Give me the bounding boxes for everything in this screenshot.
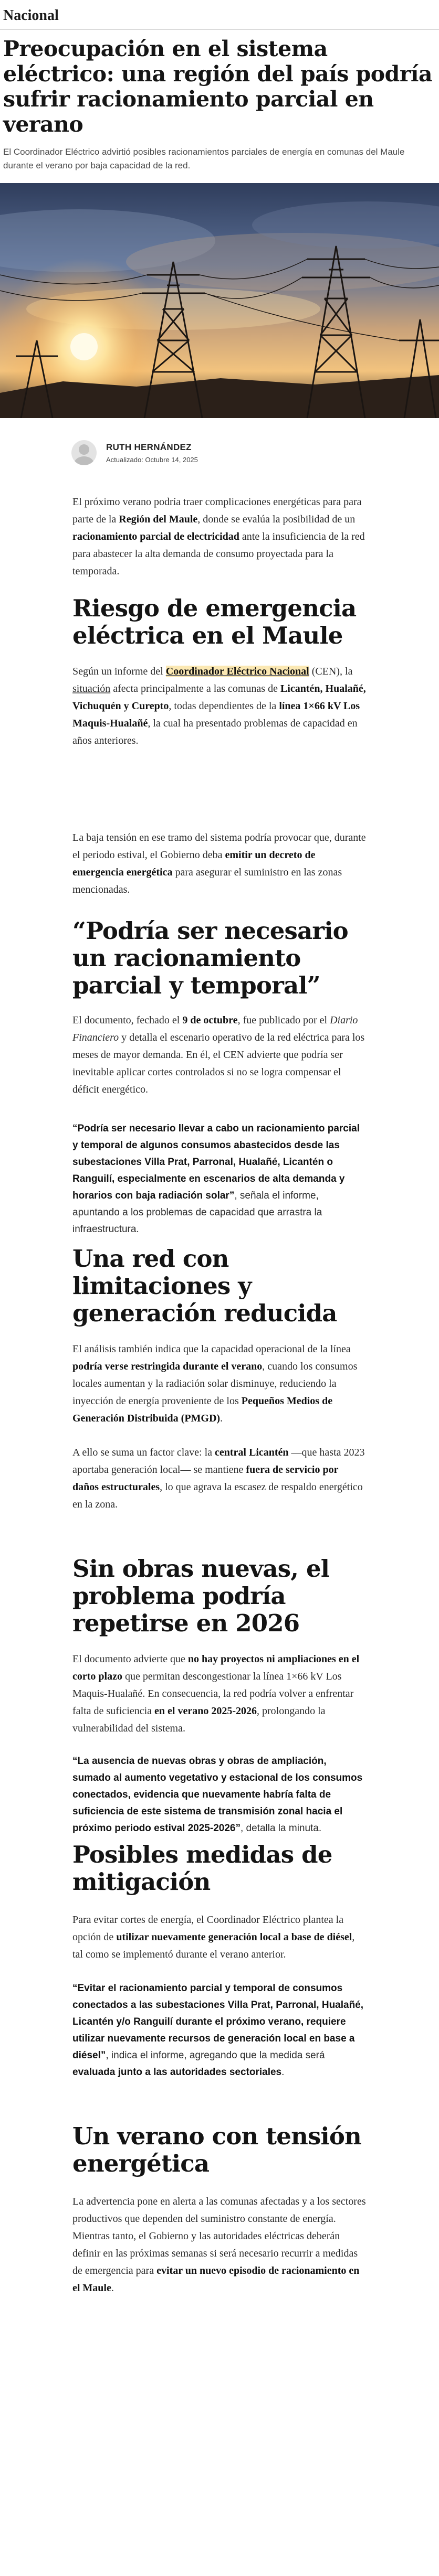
paragraph-baja-tension — [72, 829, 367, 899]
paragraph-central-licanten — [72, 1444, 367, 1513]
emphasis-comunas: Licantén, Hualañé, Vichuquén y Curepto — [72, 683, 366, 712]
text: que permitan descongestionar la línea 1×66 kV Los Maquis-Hualañé. En consecuencia, la red podría volver a enfrentar falta de suficiencia — [72, 1671, 354, 1717]
text: , indica el informe, agregando que la medida será — [106, 2050, 325, 2061]
subheading-riesgo: Riesgo de emergencia eléctrica en el Maule — [72, 594, 357, 649]
link-coordinador[interactable]: Coordinador Eléctrico Nacional — [165, 666, 309, 677]
text: , todas dependientes de la — [169, 700, 279, 712]
publish-date: Actualizado: Octubre 14, 2025 — [106, 455, 198, 464]
text: —que hasta 2023 aportaba generación local— se mantiene — [72, 1447, 365, 1476]
avatar-head-shape — [79, 444, 89, 455]
author-meta — [106, 442, 198, 464]
power-towers-sunset-illustration — [0, 183, 439, 418]
emphasis-diesel: utilizar nuevamente generación local a base de diésel — [116, 1931, 352, 1943]
text: , la cual ha presentado problemas de capacidad en años anteriores. — [72, 718, 358, 746]
paragraph-informe — [72, 663, 367, 750]
emphasis-decreto: emitir un decreto de emergencia energética — [72, 849, 316, 878]
text: , cuando los consumos locales aumentan y la radiación solar disminuye, reduciendo la inyección de energía proveniente de los — [72, 1361, 358, 1407]
text: A ello se suma un factor clave: la — [72, 1447, 215, 1458]
text: (CEN), la — [309, 666, 353, 677]
emphasis-nuevo-episodio: evitar un nuevo episodio de racionamiento en el Maule — [72, 2265, 360, 2294]
subheading-red-limitaciones: Una red con limitaciones y generación reducida — [72, 1245, 337, 1327]
article-body — [72, 494, 367, 2297]
quote-diesel — [72, 1980, 367, 2081]
subheading-medidas: Posibles medidas de mitigación — [72, 1841, 332, 1896]
text: , detalla la minuta. — [240, 1823, 322, 1834]
author-byline — [0, 418, 439, 465]
text: , prolongando la vulnerabilidad del sistema. — [72, 1705, 326, 1734]
quote-informe — [72, 1120, 367, 1238]
text: ante la insuficiencia de la red para abastecer la alta demanda de consumo proyectada para la temporada. — [72, 531, 365, 577]
text: La baja tensión en ese tramo del sistema podría provocar que, durante el periodo estival, el Gobierno deba — [72, 832, 366, 861]
text: , donde se evalúa la posibilidad de un — [197, 514, 356, 525]
emphasis-racionamiento: racionamiento parcial de electricidad — [72, 531, 239, 542]
text: El próximo verano podría traer complicaciones energéticas para para parte de la — [72, 496, 362, 525]
text: . — [220, 1413, 223, 1424]
text: Para evitar cortes de energía, el Coordinador Eléctrico plantea la opción de — [72, 1914, 344, 1943]
text: Según un informe del — [72, 666, 166, 677]
text: afecta principalmente a las comunas de — [110, 683, 280, 694]
emphasis-verano-2025: en el verano 2025-2026 — [154, 1705, 257, 1717]
emphasis-central: central Licantén — [215, 1447, 289, 1458]
quote-text: “La ausencia de nuevas obras y obras de ampliación, sumado al aumento vegetativo y estacional de los consumos conectados, evidencia que nuevamente habría falta de suficiencia de este sistema de transmisión zonal hacia el próximo periodo estival 2025-2026” — [72, 1756, 363, 1834]
emphasis-linea: línea 1×66 kV Los Maquis-Hualañé — [72, 700, 360, 729]
emphasis-restringida: podría verse restringida durante el verano — [72, 1361, 263, 1372]
paragraph-advertencia — [72, 2193, 367, 2297]
text: El análisis también indica que la capacidad operacional de la línea — [72, 1343, 351, 1355]
text: , señala el informe, apuntando a los problemas de capacidad que arrastra la infraestructura. — [72, 1190, 322, 1235]
emphasis-autoridades: evaluada junto a las autoridades sectoriales — [72, 2067, 282, 2078]
subheading-sin-obras: Sin obras nuevas, el problema podría repetirse en 2026 — [72, 1555, 330, 1637]
subheading-racionamiento-quote: “Podría ser necesario un racionamiento parcial y temporal” — [72, 917, 348, 999]
author-name[interactable]: RUTH HERNÁNDEZ — [106, 442, 192, 452]
text: , tal como se implementó durante el verano anterior. — [72, 1931, 355, 1960]
author-avatar — [71, 440, 97, 465]
text: y detalla el escenario operativo de la red eléctrica para los meses de mayor demanda. En él, el CEN advierte que podría ser inevitable aplicar cortes controlados si no se logra compensar el déficit energético. — [72, 1032, 365, 1095]
emphasis-fuera-servicio: fuera de servicio por daños estructurales — [72, 1464, 339, 1493]
text: , fue publicado por el — [237, 1014, 330, 1026]
text: , lo que agrava la escasez de respaldo energético en la zona. — [72, 1481, 363, 1510]
article-deck: El Coordinador Eléctrico advirtió posibles racionamientos parciales de energía en comunas del Maule durante el verano por baja capacidad de la red. — [3, 147, 405, 170]
article-headline: Preocupación en el sistema eléctrico: una región del país podría sufrir racionamiento parcial en verano — [3, 36, 433, 137]
emphasis-fecha: 9 de octubre — [182, 1014, 238, 1026]
section-label[interactable]: Nacional — [0, 0, 439, 30]
paragraph-evitar-cortes — [72, 1911, 367, 1963]
emphasis-pmgd: Pequeños Medios de Generación Distribuida (PMGD) — [72, 1395, 333, 1424]
quote-text: “Evitar el racionamiento parcial y temporal de consumos conectados a las subestaciones Villa Prat, Parronal, Hualañé, Licantén y/o Ranguilí durante el próximo verano, requiere utilizar nuevamente recursos de generación local en base a diésel” — [72, 1983, 364, 2061]
avatar-shoulders-shape — [74, 456, 94, 465]
text: . — [281, 2067, 285, 2078]
paragraph-documento — [72, 1012, 367, 1098]
hero-image — [0, 183, 439, 418]
text: El documento advierte que — [72, 1653, 188, 1665]
paragraph-sin-proyectos — [72, 1651, 367, 1737]
text: para asegurar el suministro en las zonas mencionadas. — [72, 867, 342, 895]
publication-name: Diario Financiero — [72, 1014, 358, 1043]
paragraph-analisis — [72, 1341, 367, 1427]
emphasis-sin-proyectos: no hay proyectos ni ampliaciones en el corto plazo — [72, 1653, 360, 1682]
link-situacion[interactable]: situación — [72, 683, 111, 694]
paragraph-intro — [72, 494, 367, 580]
emphasis-region: Región del Maule — [119, 514, 198, 525]
text: La advertencia pone en alerta a las comunas afectadas y a los sectores productivos que dependen del suministro constante de energía. Mientras tanto, el Gobierno y las autoridades eléctricas deberán definir en las próximas semanas si será necesario recurrir a medidas de emergencia para — [72, 2196, 366, 2276]
quote-text: “Podría ser necesario llevar a cabo un racionamiento parcial y temporal de algunos consumos abastecidos desde las subestaciones Villa Prat, Parronal, Hualañé, Licantén o Ranguilí, especialmente en escenarios de alta demanda y horarios con baja radiación solar” — [72, 1123, 360, 1201]
text: El documento, fechado el — [72, 1014, 183, 1026]
text: . — [111, 2282, 114, 2294]
subheading-verano-tension: Un verano con tensión energética — [72, 2122, 361, 2177]
quote-minuta — [72, 1753, 367, 1837]
